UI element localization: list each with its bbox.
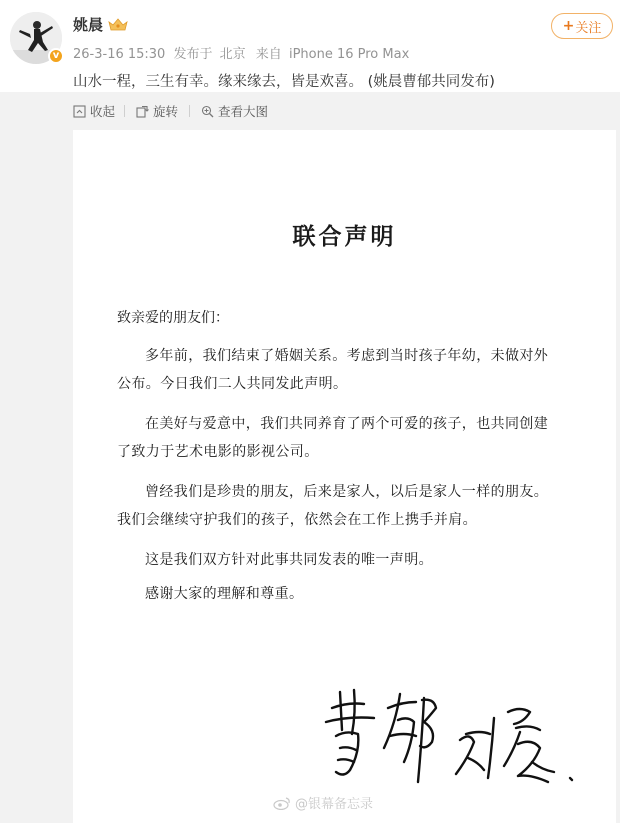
weibo-watermark (273, 793, 373, 812)
source-prefix: 来自 (255, 47, 282, 62)
statement-title: 联合声明 (292, 223, 397, 250)
statement-paragraph: 感谢大家的理解和尊重。 (145, 586, 304, 602)
follow-label: 关注 (575, 20, 602, 36)
view-large-button[interactable] (201, 92, 268, 130)
collapse-label: 收起 (90, 104, 116, 119)
statement-salutation: 致亲爱的朋友们： (117, 310, 229, 326)
post-text: 山水一程，三生有幸。缘来缘去，皆是欢喜。 (姚晨曹郁共同发布) (73, 74, 495, 90)
post-meta (73, 43, 409, 62)
watermark-text: @银幕备忘录 (295, 797, 374, 812)
post-date[interactable]: 26-3-16 15:30 (73, 47, 166, 62)
rotate-button[interactable] (136, 92, 178, 130)
weibo-logo-icon (273, 796, 291, 810)
toolbar-divider (124, 105, 125, 117)
statement-paragraph: 多年前，我们结束了婚姻关系。考虑到当时孩子年幼，未做对外公布。今日我们二人共同发此声明。 (117, 348, 549, 392)
location-prefix: 发布于 (173, 47, 213, 62)
post-location: 北京 (219, 47, 246, 62)
rotate-label: 旋转 (153, 104, 179, 119)
statement-image[interactable] (73, 130, 616, 823)
handwritten-signature (318, 678, 588, 798)
plus-icon: + (562, 18, 575, 34)
statement-paragraph: 曾经我们是珍贵的朋友，后来是家人，以后是家人一样的朋友。我们会继续守护我们的孩子，依然会在工作上携手并肩。 (117, 484, 549, 528)
rotate-icon (136, 105, 149, 118)
follow-button[interactable] (551, 13, 613, 39)
toolbar-divider (189, 105, 190, 117)
statement-paragraph: 这是我们双方针对此事共同发表的唯一声明。 (145, 552, 433, 568)
view-large-label: 查看大图 (218, 104, 269, 119)
collapse-button[interactable] (73, 92, 115, 130)
post-device: iPhone 16 Pro Max (288, 47, 410, 62)
collapse-icon (73, 105, 86, 118)
username[interactable]: 姚晨 (73, 16, 104, 34)
crown-icon[interactable] (108, 18, 128, 32)
statement-paragraph: 在美好与爱意中，我们共同养育了两个可爱的孩子，也共同创建了致力于艺术电影的影视公司。 (117, 416, 549, 460)
user-name-row (73, 14, 128, 35)
post-header (0, 0, 620, 92)
image-toolbar (0, 92, 620, 130)
zoom-icon (201, 105, 214, 118)
verified-badge-icon: v (48, 48, 64, 64)
